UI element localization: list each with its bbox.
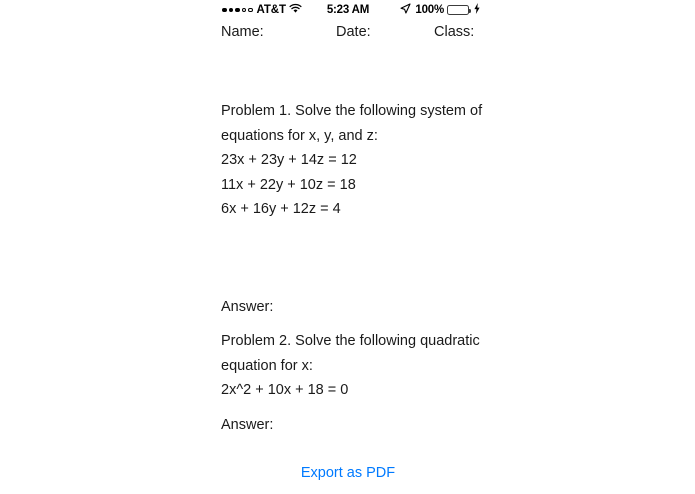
problem1-answer-space <box>221 222 488 295</box>
battery-percent-label: 100% <box>415 4 444 16</box>
status-bar-right <box>400 0 480 20</box>
date-field-label: Date: <box>336 24 371 40</box>
status-bar <box>208 0 488 20</box>
name-field-label: Name: <box>221 24 264 40</box>
problem1-equation-2: 11x + 22y + 10z = 18 <box>221 176 356 193</box>
worksheet-body <box>208 20 488 494</box>
problem1-line2: equations for x, y, and z: <box>221 127 378 144</box>
problem2-line2: equation for x: <box>221 357 313 374</box>
location-arrow-icon <box>400 3 411 17</box>
problem2-line1: Problem 2. Solve the following quadratic <box>221 333 480 349</box>
worksheet-header-row <box>208 24 488 46</box>
class-field-label: Class: <box>434 24 475 40</box>
export-as-pdf-button[interactable]: Export as PDF <box>300 465 396 481</box>
battery-full-icon <box>447 5 469 16</box>
problem-spacer <box>221 319 488 329</box>
problem1-equation-1: 23x + 23y + 14z = 12 <box>221 152 357 168</box>
problem1-answer-label: Answer: <box>221 298 274 315</box>
lightning-bolt-icon <box>474 3 480 17</box>
problem2-answer-label: Answer: <box>221 416 274 433</box>
phone-screen <box>208 0 488 494</box>
problem2-equation-1: 2x^2 + 10x + 18 = 0 <box>221 382 349 398</box>
problem-text-block <box>221 99 488 437</box>
problem1-line1: Problem 1. Solve the following system of <box>221 103 483 119</box>
clock-label: 5:23 AM <box>326 4 370 16</box>
carrier-label: AT&T <box>256 4 286 16</box>
problem1-equation-3: 6x + 16y + 12z = 4 <box>221 201 341 217</box>
problem2-answer-space <box>221 403 488 413</box>
